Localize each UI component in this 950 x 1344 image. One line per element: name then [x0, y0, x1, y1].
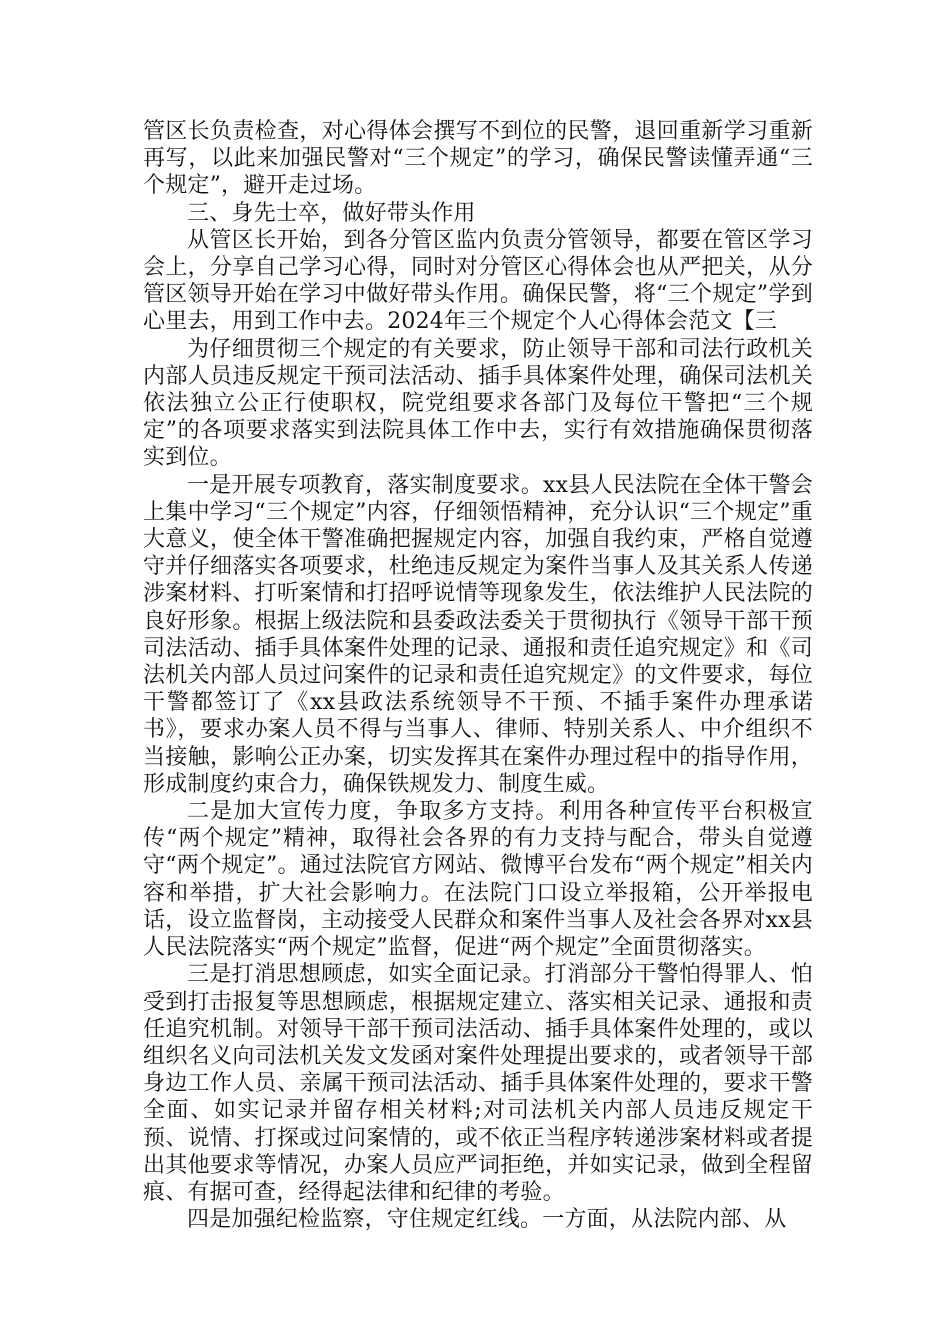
paragraph: 为仔细贯彻三个规定的有关要求，防止领导干部和司法行政机关内部人员违反规定干预司法活动、插手具体案件处理，确保司法机关依法独立公正行使职权，院党组要求各部门及每位干警把“三个规定”的各项要求落实到法院具体工作中去，实行有效措施确保贯彻落实到位。: [143, 336, 813, 471]
paragraph: 二是加大宣传力度，争取多方支持。利用各种宣传平台积极宣传“两个规定”精神，取得社会各界的有力支持与配合，带头自觉遵守“两个规定”。通过法院官方网站、微博平台发布“两个规定”相关内容和举措，扩大社会影响力。在法院门口设立举报箱，公开举报电话，设立监督岗，主动接受人民群众和案件当事人及社会各界对xx县人民法院落实“两个规定”监督，促进“两个规定”全面贯彻落实。: [143, 799, 813, 961]
paragraph: 三是打消思想顾虑，如实全面记录。打消部分干警怕得罪人、怕受到打击报复等思想顾虑，根据规定建立、落实相关记录、通报和责任追究机制。对领导干部干预司法活动、插手具体案件处理的，或以组织名义向司法机关发文发函对案件处理提出要求的，或者领导干部身边工作人员、亲属干预司法活动、插手具体案件处理的，要求干警全面、如实记录并留存相关材料;对司法机关内部人员违反规定干预、说情、打探或过问案情的，或不依正当程序转递涉案材料或者提出其他要求等情况，办案人员应严词拒绝，并如实记录，做到全程留痕、有据可查，经得起法律和纪律的考验。: [143, 962, 813, 1205]
section-heading: 三、身先士卒，做好带头作用: [187, 200, 476, 226]
document-body: [143, 118, 813, 1233]
paragraph: 管区长负责检查，对心得体会撰写不到位的民警，退回重新学习重新再写，以此来加强民警对“三个规定”的学习，确保民警读懂弄通“三个规定”，避开走过场。: [143, 119, 813, 199]
paragraph: 一是开展专项教育，落实制度要求。xx县人民法院在全体干警会上集中学习“三个规定”内容，仔细领悟精神，充分认识“三个规定”重大意义，使全体干警准确把握规定内容，加强自我约束，严格自觉遵守并仔细落实各项要求，杜绝违反规定为案件当事人及其关系人传递涉案材料、打听案情和打招呼说情等现象发生，依法维护人民法院的良好形象。根据上级法院和县委政法委关于贯彻执行《领导干部干预司法活动、插手具体案件处理的记录、通报和责任追究规定》和《司法机关内部人员过问案件的记录和责任追究规定》的文件要求，每位干警都签订了《xx县政法系统领导不干预、不插手案件办理承诺书》，要求办案人员不得与当事人、律师、特别关系人、中介组织不当接触，影响公正办案，切实发挥其在案件办理过程中的指导作用，形成制度约束合力，确保铁规发力、制度生威。: [143, 472, 813, 797]
paragraph: 从管区长开始，到各分管区监内负责分管领导，都要在管区学习会上，分享自己学习心得，同时对分管区心得体会也从严把关，从分管区领导开始在学习中做好带头作用。确保民警，将“三个规定”学到心里去，用到工作中去。2024年三个规定个人心得体会范文【三: [143, 227, 813, 335]
paragraph: 四是加强纪检监察，守住规定红线。一方面，从法院内部、从: [187, 1207, 787, 1233]
